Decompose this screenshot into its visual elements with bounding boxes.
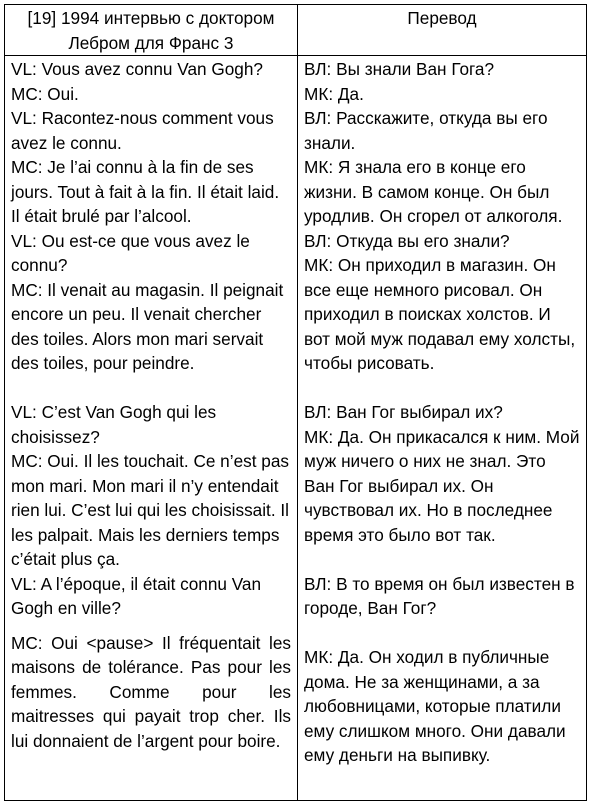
translation-line: МК: Да. — [304, 83, 364, 104]
header-row — [5, 5, 587, 56]
original-line: MC: Oui. — [11, 83, 79, 104]
translation-line: ВЛ: Ван Гог выбирал их? — [304, 402, 503, 422]
original-line: VL: Vous avez connu Van Gogh? — [11, 59, 263, 79]
original-line: MC: Je l’ai connu à la fin de ses jours. Tout à fait à la fin. Il était laid. Il était brulé par l’alcool. — [11, 157, 280, 226]
blank-line — [304, 547, 580, 572]
translation-line: ВЛ: В то время он был известен в городе, Ван Гог? — [304, 573, 575, 618]
translation-line: МК: Я знала его в конце его жизни. В самом конце. Он был уродлив. Он сгорел от алкоголя. — [304, 157, 563, 226]
original-line: VL: Racontez-nous comment vous avez le connu. — [11, 108, 274, 153]
transcript-table — [4, 4, 587, 801]
translation-line: МК: Да. Он прикасался к ним. Мой муж ничего о них не знал. Это Ван Гог выбирал их. Он чувствовал их. Но в последнее время это было вот так. — [304, 426, 580, 545]
translation-line: МК: Он приходил в магазин. Он все еще немного рисовал. Он приходил в поисках холстов. И вот мой муж подавал ему холсты, чтобы рисовать. — [304, 255, 576, 373]
translation-text-cell — [298, 56, 587, 801]
header-original: [19] 1994 интервью с доктором Лебром для Франс 3 — [5, 5, 298, 56]
original-line: VL: Ou est-ce que vous avez le connu? — [11, 230, 250, 275]
header-translation: Перевод — [298, 5, 587, 56]
blank-line — [11, 621, 291, 631]
content-row — [5, 56, 587, 801]
translation-line: ВЛ: Расскажите, откуда вы его знали. — [304, 108, 548, 153]
blank-line — [304, 621, 580, 646]
translation-line: МК: Да. Он ходил в публичные дома. Не за женщинами, а за любовницами, которые платили ему слишком много. Они давали ему деньги на выпивку. — [304, 647, 566, 765]
blank-line — [304, 376, 580, 401]
blank-line — [11, 376, 291, 401]
original-line: MC: Oui. Il les touchait. Ce n’est pas mon mari. Mon mari il n’y entendait rien lui. C’est lui qui les choisissait. Il les palpait. Mais les derniers temps c’était plus ça. — [11, 451, 289, 569]
original-line: VL: A l’époque, il était connu Van Gogh en ville? — [11, 573, 262, 618]
translation-line: ВЛ: Откуда вы его знали? — [304, 230, 510, 251]
original-last-paragraph: MC: Oui <pause> Il fréquentait les maisons de tolérance. Pas pour les femmes. Comme pour les maitresses qui payait trop cher. Ils lui donnaient de l’argent pour boire. — [11, 632, 291, 751]
original-text-cell — [5, 56, 298, 801]
translation-line: ВЛ: Вы знали Ван Гога? — [304, 59, 495, 79]
original-line: MC: Il venait au magasin. Il peignait encore un peu. Il venait chercher des toiles. Alors mon mari servait des toiles, pour peindre. — [11, 279, 284, 373]
original-line: VL: C’est Van Gogh qui les choisissez? — [11, 402, 217, 447]
